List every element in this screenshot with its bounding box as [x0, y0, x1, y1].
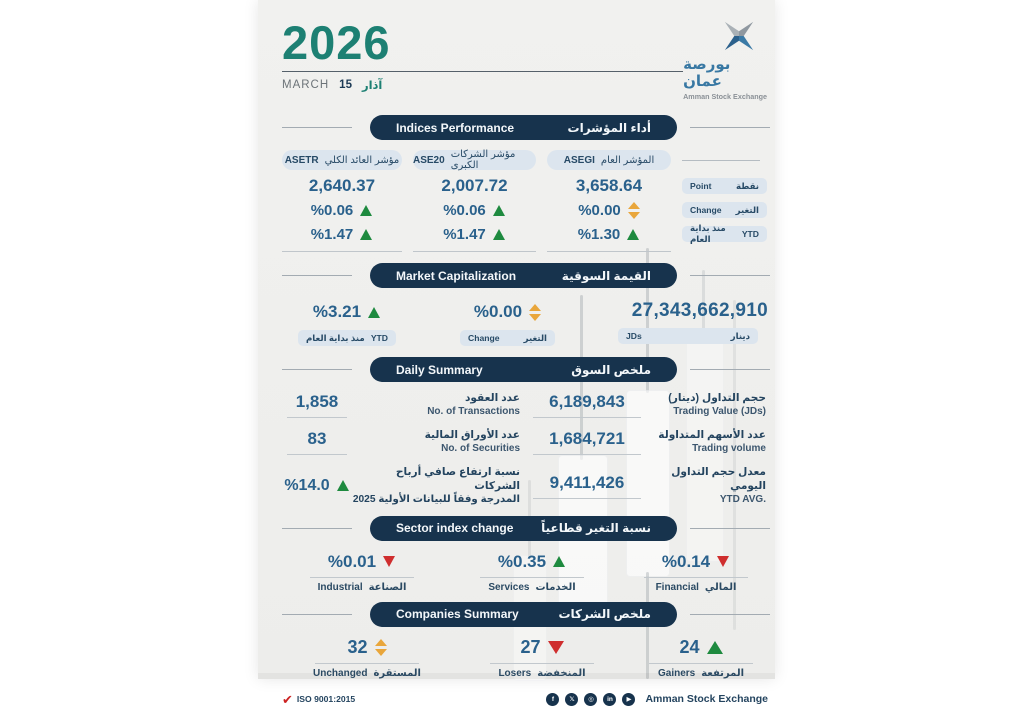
sector-services	[442, 551, 622, 593]
ytd-avg-label-ar: معدل حجم التداول اليومي	[671, 465, 766, 493]
companies-section-header	[282, 602, 770, 627]
daily-row-securities	[282, 428, 770, 456]
sector-values	[282, 551, 770, 593]
sector-label-en: Services	[488, 581, 530, 593]
label-ar: التغير	[523, 332, 547, 343]
divider	[690, 528, 770, 529]
up-arrow-icon	[627, 229, 640, 240]
index-ytd-value: %1.30	[577, 225, 621, 243]
daily-summary-title-ar: ملخص السوق	[571, 362, 651, 377]
companies-values	[282, 637, 770, 679]
up-arrow-icon	[337, 480, 350, 491]
header-divider	[282, 71, 683, 72]
market-cap-change-label	[460, 330, 555, 346]
down-arrow-icon	[717, 556, 730, 567]
index-code: ASE20	[413, 154, 445, 166]
flat-diamond-icon	[529, 304, 541, 321]
securities-label-ar: عدد الأوراق المالية	[424, 428, 520, 441]
index-name-ar: المؤشر العام	[600, 154, 655, 166]
companies-label-ar: المرتفعة	[701, 667, 745, 679]
month-en: MARCH	[282, 79, 330, 92]
market-cap-amount	[603, 300, 770, 346]
trading-value-label-en: Trading Value (JDs)	[673, 406, 766, 418]
footer	[282, 693, 770, 706]
divider	[690, 369, 770, 370]
index-point-value: 3,658.64	[575, 176, 643, 195]
index-pill-asetr	[282, 150, 402, 170]
divider	[690, 127, 770, 128]
daily-row-ytd-avg	[282, 465, 770, 507]
ytd-avg-volume: 9,411,426	[549, 472, 625, 492]
linkedin-icon[interactable]: in	[603, 693, 616, 706]
losers-count: 27	[520, 637, 541, 658]
divider	[282, 614, 352, 615]
market-cap-title-ar: القيمة السوقية	[561, 268, 651, 283]
transactions-count: 1,858	[295, 391, 339, 411]
companies-unchanged	[282, 637, 452, 679]
daily-row-transactions	[282, 391, 770, 419]
indices-point-row	[282, 174, 770, 198]
day-number: 15	[339, 79, 352, 92]
sector-label-ar: الصناعة	[368, 581, 407, 593]
trading-volume-label-ar: عدد الأسهم المتداولة	[658, 428, 766, 441]
market-cap-section-header	[282, 263, 770, 288]
down-arrow-icon	[383, 556, 396, 567]
flat-diamond-icon	[375, 639, 387, 656]
transactions-label-ar: عدد العقود	[464, 392, 520, 404]
month-ar: آذار	[361, 80, 383, 93]
brand-name: Amman Stock Exchange	[645, 693, 768, 706]
companies-label-en: Unchanged	[313, 667, 368, 679]
market-cap-amount-value: 27,343,662,910	[631, 300, 768, 321]
indices-name-row	[282, 150, 770, 170]
index-change-value: %0.00	[578, 201, 621, 219]
companies-losers	[452, 637, 632, 679]
index-ytd-value: %1.47	[310, 225, 354, 243]
index-ytd-value: %1.47	[443, 225, 486, 243]
divider	[690, 275, 770, 276]
divider	[282, 275, 352, 276]
sector-label-en: Financial	[655, 581, 699, 593]
row-label-point	[682, 178, 767, 194]
up-arrow-icon	[493, 205, 506, 216]
row-label-ytd	[682, 223, 767, 244]
sector-title-ar: نسبة التغير قطاعياً	[541, 521, 651, 536]
sector-label-en: Industrial	[317, 581, 363, 593]
header	[282, 0, 770, 101]
daily-summary-title-pill	[370, 357, 677, 382]
companies-label-ar: المنخفضة	[537, 667, 586, 679]
iso-certification	[282, 693, 355, 706]
sector-section-header	[282, 516, 770, 541]
market-cap-amount-label	[618, 328, 758, 344]
index-code: ASETR	[284, 154, 319, 166]
divider	[690, 614, 770, 615]
indices-section-header	[282, 115, 770, 140]
row-label-en: YTD	[741, 229, 759, 239]
companies-title-ar: ملخص الشركات	[558, 607, 651, 622]
ase-logo	[683, 16, 770, 101]
row-label-ar: منذ بداية العام	[690, 223, 726, 244]
market-cap-ytd-label	[298, 330, 396, 346]
flat-diamond-icon	[628, 202, 640, 219]
trading-volume-label-en: Trading volume	[692, 443, 766, 455]
index-point-value: 2,640.37	[308, 176, 376, 195]
up-arrow-icon	[360, 205, 373, 216]
market-cap-change	[420, 300, 595, 346]
index-code: ASEGI	[563, 154, 595, 166]
indices-title-en: Indices Performance	[396, 120, 515, 135]
row-label-ar: نقطة	[736, 180, 759, 191]
index-change-value: %0.06	[310, 201, 354, 219]
sector-industrial	[282, 551, 442, 593]
checkmark-icon: ✔	[282, 691, 293, 707]
trading-value-label-ar: حجم التداول (دينار)	[668, 392, 766, 404]
sector-financial	[622, 551, 770, 593]
sector-label-ar: المالي	[704, 581, 737, 593]
row-label-en: Change	[690, 205, 722, 215]
index-pill-ase20	[413, 150, 536, 170]
index-change-value: %0.06	[443, 201, 486, 219]
trading-volume: 1,684,721	[549, 428, 625, 448]
row-label-ar: التغير	[735, 204, 759, 215]
index-name-ar: مؤشر العائد الكلي	[324, 154, 400, 166]
instagram-icon[interactable]: ◎	[584, 693, 597, 706]
label-ar: منذ بداية العام	[306, 332, 365, 343]
sector-label-ar: الخدمات	[535, 581, 576, 593]
divider	[282, 127, 352, 128]
up-arrow-icon	[360, 229, 373, 240]
label-en: YTD	[370, 333, 388, 343]
sector-title-pill	[370, 516, 677, 541]
up-arrow-icon	[707, 641, 723, 654]
indices-title-ar: أداء المؤشرات	[567, 120, 651, 135]
indices-ytd-row	[282, 222, 770, 246]
companies-title-en: Companies Summary	[396, 607, 519, 622]
up-arrow-icon	[493, 229, 506, 240]
profit-note-line2: المدرجة وفقاً للبيانات الأولية 2025	[352, 494, 520, 506]
x-icon[interactable]: 𝕏	[565, 693, 578, 706]
financial-change: %0.14	[661, 551, 711, 571]
facebook-icon[interactable]: f	[546, 693, 559, 706]
index-point-value: 2,007.72	[441, 176, 508, 195]
gainers-count: 24	[679, 637, 700, 658]
iso-label: ISO 9001:2015	[296, 694, 356, 705]
companies-label-ar: المستقرة	[373, 667, 421, 679]
year-title: 2026	[282, 16, 391, 69]
market-cap-change-value: %0.00	[473, 302, 523, 321]
sector-title-en: Sector index change	[396, 521, 514, 536]
companies-gainers	[632, 637, 770, 679]
social-links	[546, 693, 768, 706]
market-cap-title-en: Market Capitalization	[396, 268, 517, 283]
companies-label-en: Gainers	[657, 667, 696, 679]
trading-value: 6,189,843	[549, 391, 625, 411]
divider	[282, 369, 352, 370]
unchanged-count: 32	[347, 637, 368, 658]
ytd-avg-label-en: YTD AVG.	[719, 494, 766, 506]
logo-name-ar: بورصة عمان	[683, 56, 731, 90]
label-en: Change	[468, 333, 500, 343]
indices-underline-row	[282, 246, 770, 252]
daily-summary-title-en: Daily Summary	[396, 362, 483, 377]
row-label-change	[682, 202, 767, 218]
daily-summary-section-header	[282, 357, 770, 382]
securities-label-en: No. of Securities	[441, 443, 520, 455]
divider	[282, 528, 352, 529]
youtube-icon[interactable]: ▶	[622, 693, 635, 706]
industrial-change: %0.01	[327, 551, 377, 571]
profit-increase-value: %14.0	[284, 476, 330, 494]
profit-note-line1: نسبة ارتفاع صافي أرباح الشركات	[395, 465, 520, 492]
securities-count: 83	[307, 428, 327, 448]
index-pill-asegi	[547, 150, 671, 170]
down-arrow-icon	[548, 641, 564, 654]
label-en: JDs	[626, 331, 642, 341]
market-cap-values	[282, 300, 770, 346]
up-arrow-icon	[368, 307, 381, 318]
date-row	[282, 78, 683, 92]
divider	[682, 160, 760, 161]
companies-title-pill	[370, 602, 677, 627]
ase-logo-star-icon	[719, 16, 759, 56]
infographic-card	[258, 0, 775, 707]
market-cap-ytd-value: %3.21	[312, 302, 362, 321]
indices-change-row	[282, 198, 770, 222]
companies-label-en: Losers	[498, 667, 532, 679]
transactions-label-en: No. of Transactions	[427, 406, 520, 418]
up-arrow-icon	[553, 556, 566, 567]
services-change: %0.35	[497, 551, 547, 571]
index-name-ar: مؤشر الشركات الكبرى	[450, 149, 516, 171]
market-cap-title-pill	[370, 263, 677, 288]
row-label-en: Point	[690, 181, 712, 191]
label-ar: دينار	[730, 330, 750, 341]
market-cap-ytd	[282, 300, 412, 346]
logo-name-en: Amman Stock Exchange	[683, 92, 767, 101]
indices-title-pill	[370, 115, 677, 140]
